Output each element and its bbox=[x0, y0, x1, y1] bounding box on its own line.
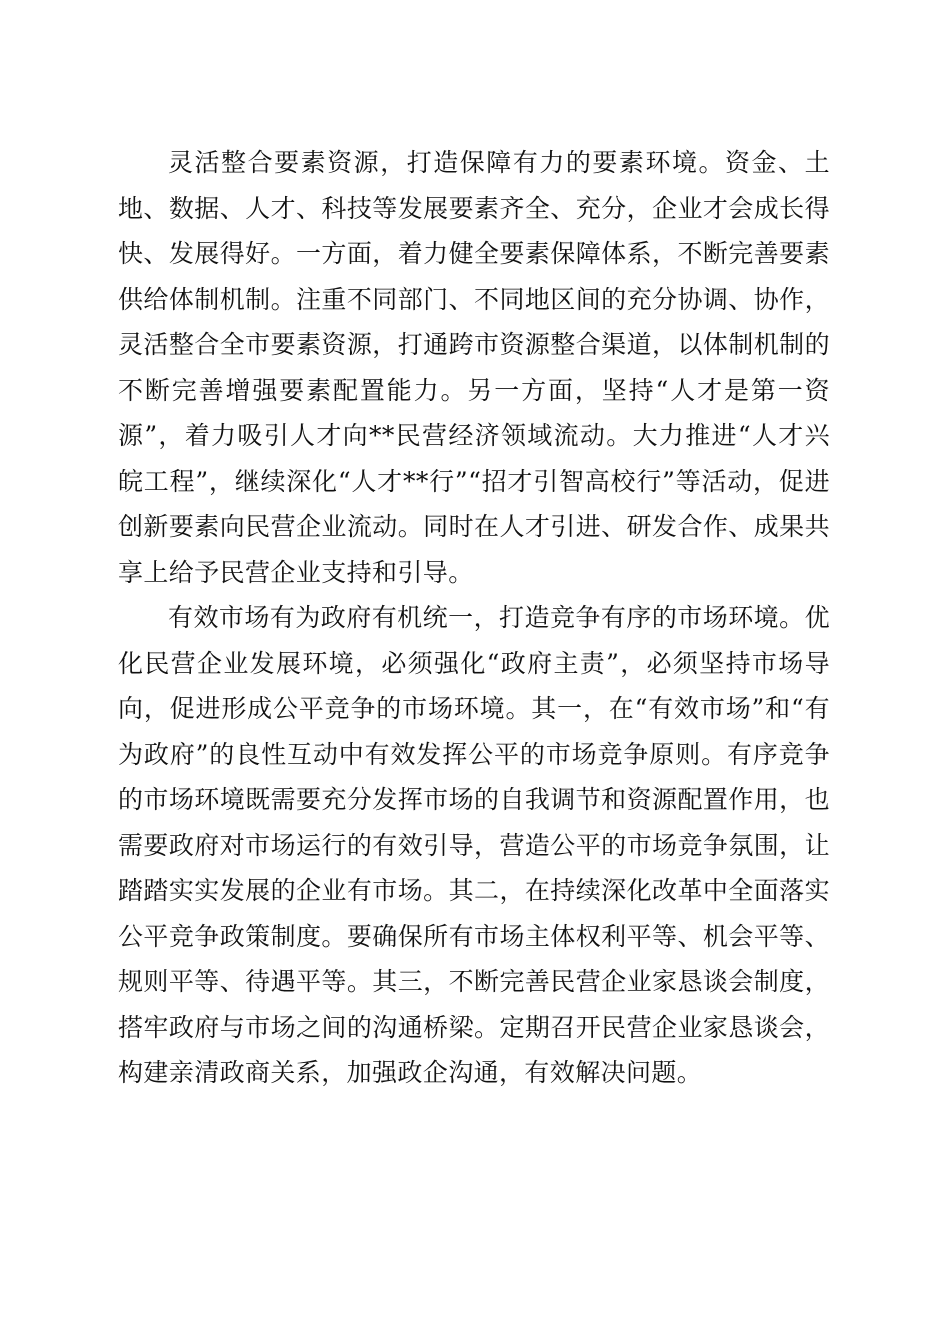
paragraph-market-environment: 有效市场有为政府有机统一，打造竞争有序的市场环境。优化民营企业发展环境，必须强化“政府主责”，必须坚持市场导向，促进形成公平竞争的市场环境。其一，在“有效市场”和“有为政府”的良性互动中有效发挥公平的市场竞争原则。有序竞争的市场环境既需要充分发挥市场的自我调节和资源配置作用，也需要政府对市场运行的有效引导，营造公平的市场竞争氛围，让踏踏实实发展的企业有市场。其二，在持续深化改革中全面落实公平竞争政策制度。要确保所有市场主体权利平等、机会平等、规则平等、待遇平等。其三，不断完善民营企业家恳谈会制度，搭牢政府与市场之间的沟通桥梁。定期召开民营企业家恳谈会，构建亲清政商关系，加强政企沟通，有效解决问题。 bbox=[118, 603, 830, 1087]
paragraph-factor-resources: 灵活整合要素资源，打造保障有力的要素环境。资金、土地、数据、人才、科技等发展要素齐全、充分，企业才会成长得快、发展得好。一方面，着力健全要素保障体系，不断完善要素供给体制机制。注重不同部门、不同地区间的充分协调、协作，灵活整合全市要素资源，打通跨市资源整合渠道，以体制机制的不断完善增强要素配置能力。另一方面，坚持“人才是第一资源”，着力吸引人才向**民营经济领域流动。大力推进“人才兴皖工程”，继续深化“人才**行”“招才引智高校行”等活动，促进创新要素向民营企业流动。同时在人才引进、研发合作、成果共享上给予民营企业支持和引导。 bbox=[118, 148, 830, 587]
document-body bbox=[118, 140, 830, 1096]
